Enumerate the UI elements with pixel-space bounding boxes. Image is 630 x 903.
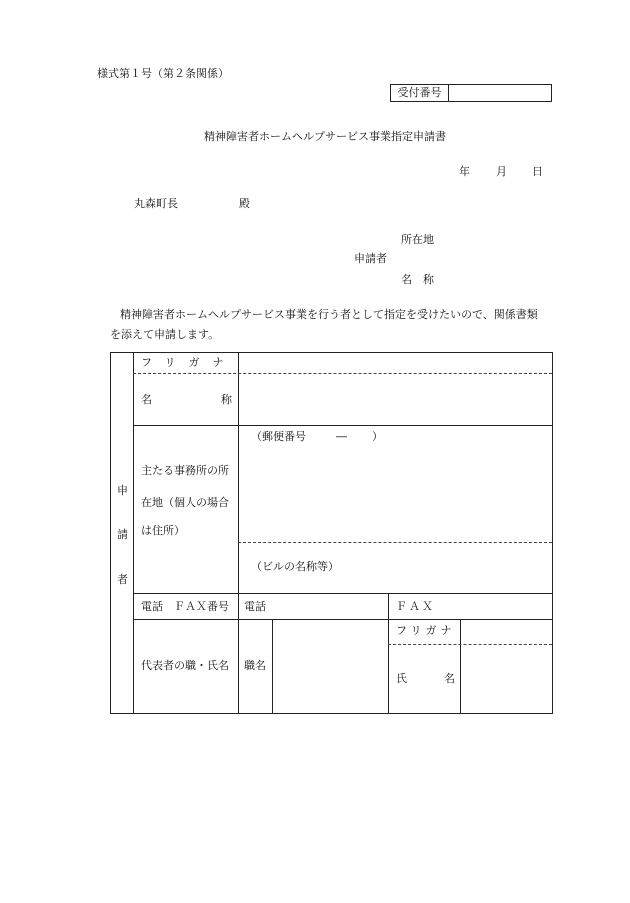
postal-code-label: （郵便番号 xyxy=(251,430,306,443)
body-text-line-2: を添えて申請します。 xyxy=(110,328,220,341)
reception-number-box xyxy=(390,84,552,102)
applicant-name-label: 名 称 xyxy=(401,273,434,286)
applicant-side-label-2: 請 xyxy=(117,528,128,541)
document-title: 精神障害者ホームヘルプサービス事業指定申請書 xyxy=(204,130,446,143)
applicant-label: 申請者 xyxy=(354,252,387,265)
fax-label: ＦＡＸ xyxy=(396,600,435,613)
representative-title-label: 職名 xyxy=(244,659,266,672)
address-label-line-2: 在地（個人の場合 xyxy=(141,496,229,509)
applicant-location-label: 所在地 xyxy=(401,233,434,246)
date-day: 日 xyxy=(532,165,543,178)
representative-name-label-1: 氏 xyxy=(396,672,407,685)
addressee-honorific: 殿 xyxy=(239,197,250,210)
address-label-line-3: は住所） xyxy=(141,524,185,537)
name-label-1: 名 xyxy=(141,393,152,406)
name-label-2: 称 xyxy=(221,393,232,406)
postal-code-dash: ― xyxy=(336,430,347,443)
addressee-name: 丸森町長 xyxy=(134,197,178,210)
representative-furigana-label: フリガナ xyxy=(396,624,456,637)
applicant-side-label-3: 者 xyxy=(117,573,128,586)
date-month: 月 xyxy=(496,165,507,178)
reception-number-label: 受付番号 xyxy=(391,85,449,101)
furigana-label: フリガナ xyxy=(141,356,237,369)
date-year: 年 xyxy=(459,165,470,178)
phone-fax-label: 電話 ＦＡＸ番号 xyxy=(141,600,229,613)
reception-number-field[interactable] xyxy=(449,85,551,101)
address-label-line-1: 主たる事務所の所 xyxy=(141,464,229,477)
building-name-label: （ビルの名称等） xyxy=(251,560,339,573)
form-number: 様式第１号（第２条関係） xyxy=(97,67,229,80)
postal-code-close: ） xyxy=(372,430,383,443)
application-table xyxy=(110,352,553,714)
applicant-side-label-1: 申 xyxy=(117,484,128,497)
representative-label: 代表者の職・氏名 xyxy=(141,659,229,672)
body-text-line-1: 精神障害者ホームヘルプサービス事業を行う者として指定を受けたいので、関係書類 xyxy=(120,308,538,321)
phone-label: 電話 xyxy=(244,600,266,613)
representative-name-label-2: 名 xyxy=(444,672,455,685)
